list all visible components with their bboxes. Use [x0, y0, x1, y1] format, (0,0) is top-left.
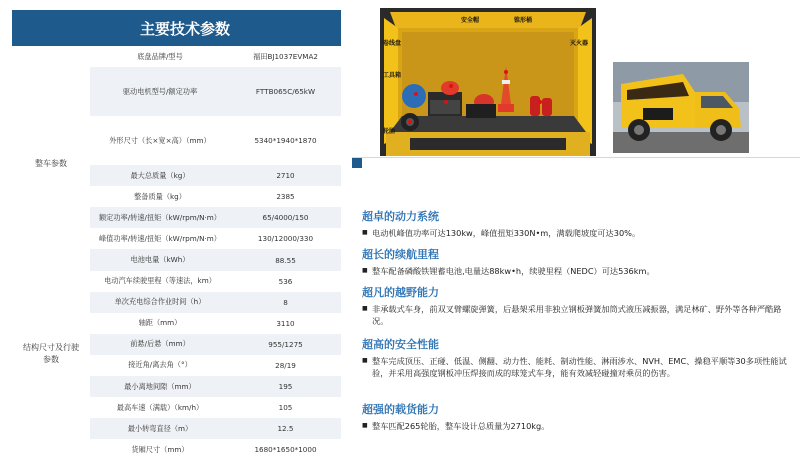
table-row [90, 355, 341, 376]
feature-offroad [362, 284, 794, 327]
callout-dot [504, 70, 508, 74]
feature-title: 超高的安全性能 [362, 338, 439, 351]
spec-key: 底盘品牌/型号 [137, 51, 183, 61]
cargo-bed-photo [380, 8, 596, 156]
spec-value: 28/19 [275, 360, 296, 370]
table-row [90, 46, 341, 67]
callout-safety-helmet: 安全帽 [461, 17, 480, 24]
spec-value: 105 [278, 403, 293, 413]
callout-tire: 轮胎 [383, 128, 396, 135]
spec-key: 货厢尺寸（mm） [131, 444, 189, 454]
feature-text: ■ 整车配备磷酸铁锂蓄电池,电量达88kw•h，续驶里程（NEDC）可达536km。 [362, 265, 794, 277]
spec-value: 3110 [276, 318, 295, 328]
spec-key: 最高车速（满载）（km/h） [116, 402, 204, 412]
feature-text: ■ 非承载式车身，前双叉臂螺旋弹簧，后悬架采用非独立钢板弹簧加筒式液压减振器，满足林矿、野外等各种严酷路况。 [362, 303, 794, 327]
feature-cargo [362, 401, 794, 432]
spec-key: 驱动电机型号/额定功率 [122, 86, 198, 96]
table-row [90, 249, 341, 270]
table-row [90, 67, 341, 116]
table-row [90, 228, 341, 249]
table-row [90, 207, 341, 228]
spec-key: 最大总质量（kg） [130, 170, 190, 180]
callout-dot [414, 92, 418, 96]
callout-dot [408, 120, 412, 124]
table-row [90, 418, 341, 439]
spec-key: 额定功率/转速/扭矩（kW/rpm/N·m） [98, 212, 221, 222]
spec-value: 88.55 [275, 255, 296, 265]
spec-value: FTTB065C/65kW [255, 87, 316, 97]
callout-traffic-cone: 锥形桶 [514, 17, 533, 24]
feature-power [362, 208, 794, 239]
table-row [90, 292, 341, 313]
spec-key: 前悬/后悬（mm） [130, 339, 190, 349]
spec-key: 最小离地间隙（mm） [124, 381, 196, 391]
table-row [90, 116, 341, 165]
spec-value: 195 [278, 382, 293, 392]
spec-key: 单次充电综合作业时间（h） [114, 297, 206, 307]
page-title: 主要技术参数 [12, 10, 341, 46]
spec-key: 整备质量（kg） [134, 191, 186, 201]
spec-key: 电动汽车续驶里程（等速法，km） [104, 276, 216, 286]
spec-value: 955/1275 [268, 339, 303, 349]
spec-value: 65/4000/150 [262, 213, 309, 223]
spec-value: 130/12000/330 [257, 234, 314, 244]
spec-key: 最小转弯直径（m） [127, 423, 193, 433]
spec-value: 12.5 [277, 424, 294, 434]
spec-value: 1680*1650*1000 [254, 445, 317, 455]
spec-value: 2385 [276, 192, 295, 202]
spec-key: 接近角/离去角（°） [128, 360, 192, 370]
table-row [90, 334, 341, 355]
callout-cable-reel: 卷线盘 [383, 40, 402, 47]
spec-key: 轴距（mm） [138, 318, 182, 328]
spec-key: 电池电量（kWh） [130, 255, 190, 265]
callout-fire-extinguisher: 灭火器 [570, 40, 589, 47]
callout-toolbox: 工具箱 [383, 72, 402, 79]
group-column [12, 46, 90, 449]
feature-title: 超长的续航里程 [362, 248, 439, 261]
table-row [90, 376, 341, 397]
feature-title: 超凡的越野能力 [362, 286, 439, 299]
spec-value: 536 [278, 276, 293, 286]
truck-side-illustration [613, 62, 749, 153]
feature-range [362, 246, 794, 277]
table-row [90, 271, 341, 292]
feature-title: 超卓的动力系统 [362, 210, 439, 223]
spec-key: 峰值功率/转速/扭矩（kW/rpm/N·m） [98, 233, 221, 243]
group-label-vehicle: 整车参数 [35, 159, 67, 168]
spec-table [90, 46, 341, 460]
spec-section [0, 0, 341, 455]
callout-dot [444, 100, 448, 104]
table-row [90, 165, 341, 186]
callout-dot [449, 84, 453, 88]
spec-value: 2710 [276, 171, 295, 181]
callout-dot [538, 100, 542, 104]
table-row [90, 439, 341, 460]
features-panel [352, 157, 800, 449]
feature-text: ■ 整车匹配265轮胎，整车设计总质量为2710kg。 [362, 420, 794, 432]
spec-key: 外形尺寸（长×宽×高）（mm） [109, 135, 211, 145]
feature-text: ■ 整车完成顶压、正碰、低温、侧翻、动力性、能耗、制动性能、淋雨涉水、NVH、EMC、操稳平顺等30多项性能试验，并采用高强度钢板冲压焊接而成的球笼式车身，能有效减轻碰撞对乘员的伤害。 [362, 355, 794, 379]
table-row [90, 313, 341, 334]
table-row [90, 186, 341, 207]
feature-title: 超强的载货能力 [362, 403, 439, 416]
spec-value: 8 [283, 297, 288, 307]
cargo-bed-illustration [380, 8, 596, 156]
feature-safety [362, 336, 794, 379]
table-row [90, 397, 341, 418]
side-view-photo [613, 62, 749, 153]
group-label-structure: 结构尺寸及行驶参数 [23, 343, 79, 364]
spec-value: 福田BJ1037EVMA2 [253, 51, 318, 61]
feature-text: ■ 电动机峰值功率可达130kw，峰值扭矩330N•m，满载爬坡度可达30%。 [362, 227, 794, 239]
spec-value: 5340*1940*1870 [254, 136, 317, 146]
